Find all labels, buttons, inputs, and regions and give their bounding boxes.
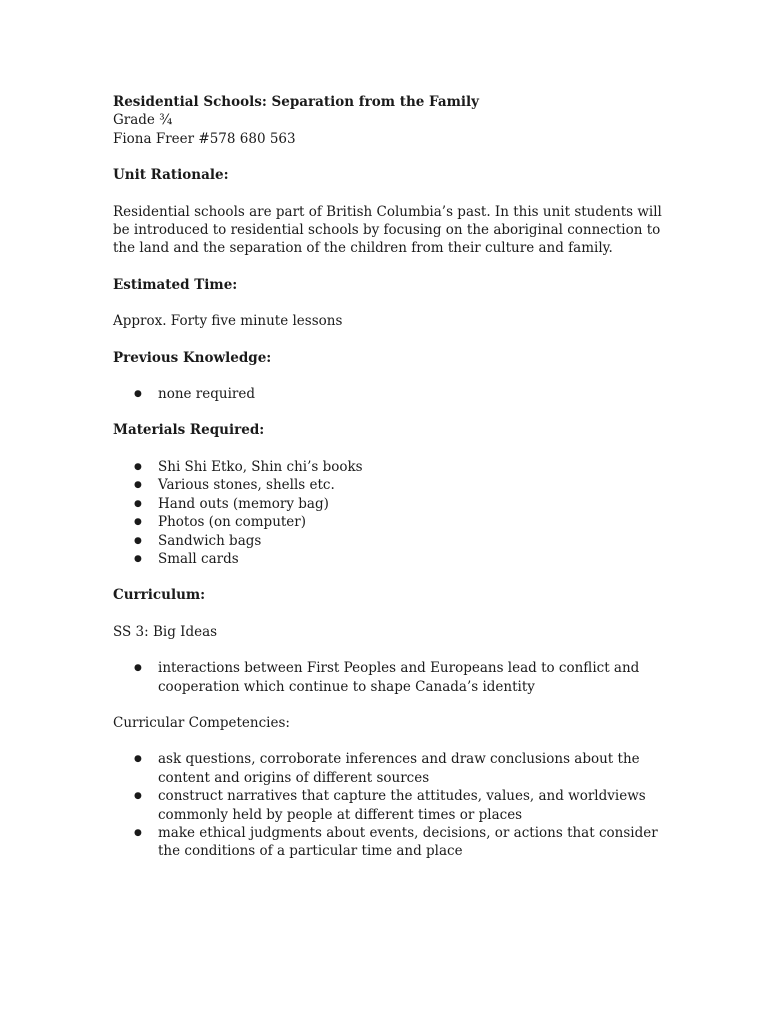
grade-line: Grade ¾ [113,112,173,129]
time-heading: Estimated Time: [113,276,238,293]
list-item: ● ask questions, corroborate inferences and draw conclusions about the content and origins of different sources [113,750,673,787]
document-title: Residential Schools: Separation from the Family [113,94,480,110]
list-item: ● make ethical judgments about events, decisions, or actions that consider the conditions of a particular time and place [113,824,673,861]
list-item: ● Sandwich bags [113,532,673,550]
list-item: ● Photos (on computer) [113,513,673,531]
author-line: Fiona Freer #578 680 563 [113,130,296,147]
rationale-text: Residential schools are part of British Columbia’s past. In this unit students will be introduced to residential schools by focusing on the aboriginal connection to the land and the separation of the children from their culture and family. [113,203,662,257]
curriculum-heading: Curriculum: [113,587,206,604]
materials-list [113,458,673,568]
list-item: ● construct narratives that capture the attitudes, values, and worldviews commonly held by people at different times or places [113,787,673,824]
big-ideas-list [113,659,673,696]
document-page [113,93,673,861]
knowledge-heading: Previous Knowledge: [113,349,272,366]
competencies-list [113,750,673,860]
rationale-heading: Unit Rationale: [113,167,229,184]
materials-heading: Materials Required: [113,422,265,439]
big-ideas-label: SS 3: Big Ideas [113,623,218,640]
list-item: ● Small cards [113,550,673,568]
competencies-label: Curricular Competencies: [113,714,290,731]
list-item: ● Hand outs (memory bag) [113,495,673,513]
list-item: ● interactions between First Peoples and Europeans lead to conflict and cooperation which continue to shape Canada’s identity [113,659,673,696]
time-text: Approx. Forty five minute lessons [113,313,343,330]
list-item: ● Shi Shi Etko, Shin chi’s books [113,458,673,476]
knowledge-list [113,385,673,403]
list-item: ● none required [113,385,673,403]
list-item: ● Various stones, shells etc. [113,476,673,494]
